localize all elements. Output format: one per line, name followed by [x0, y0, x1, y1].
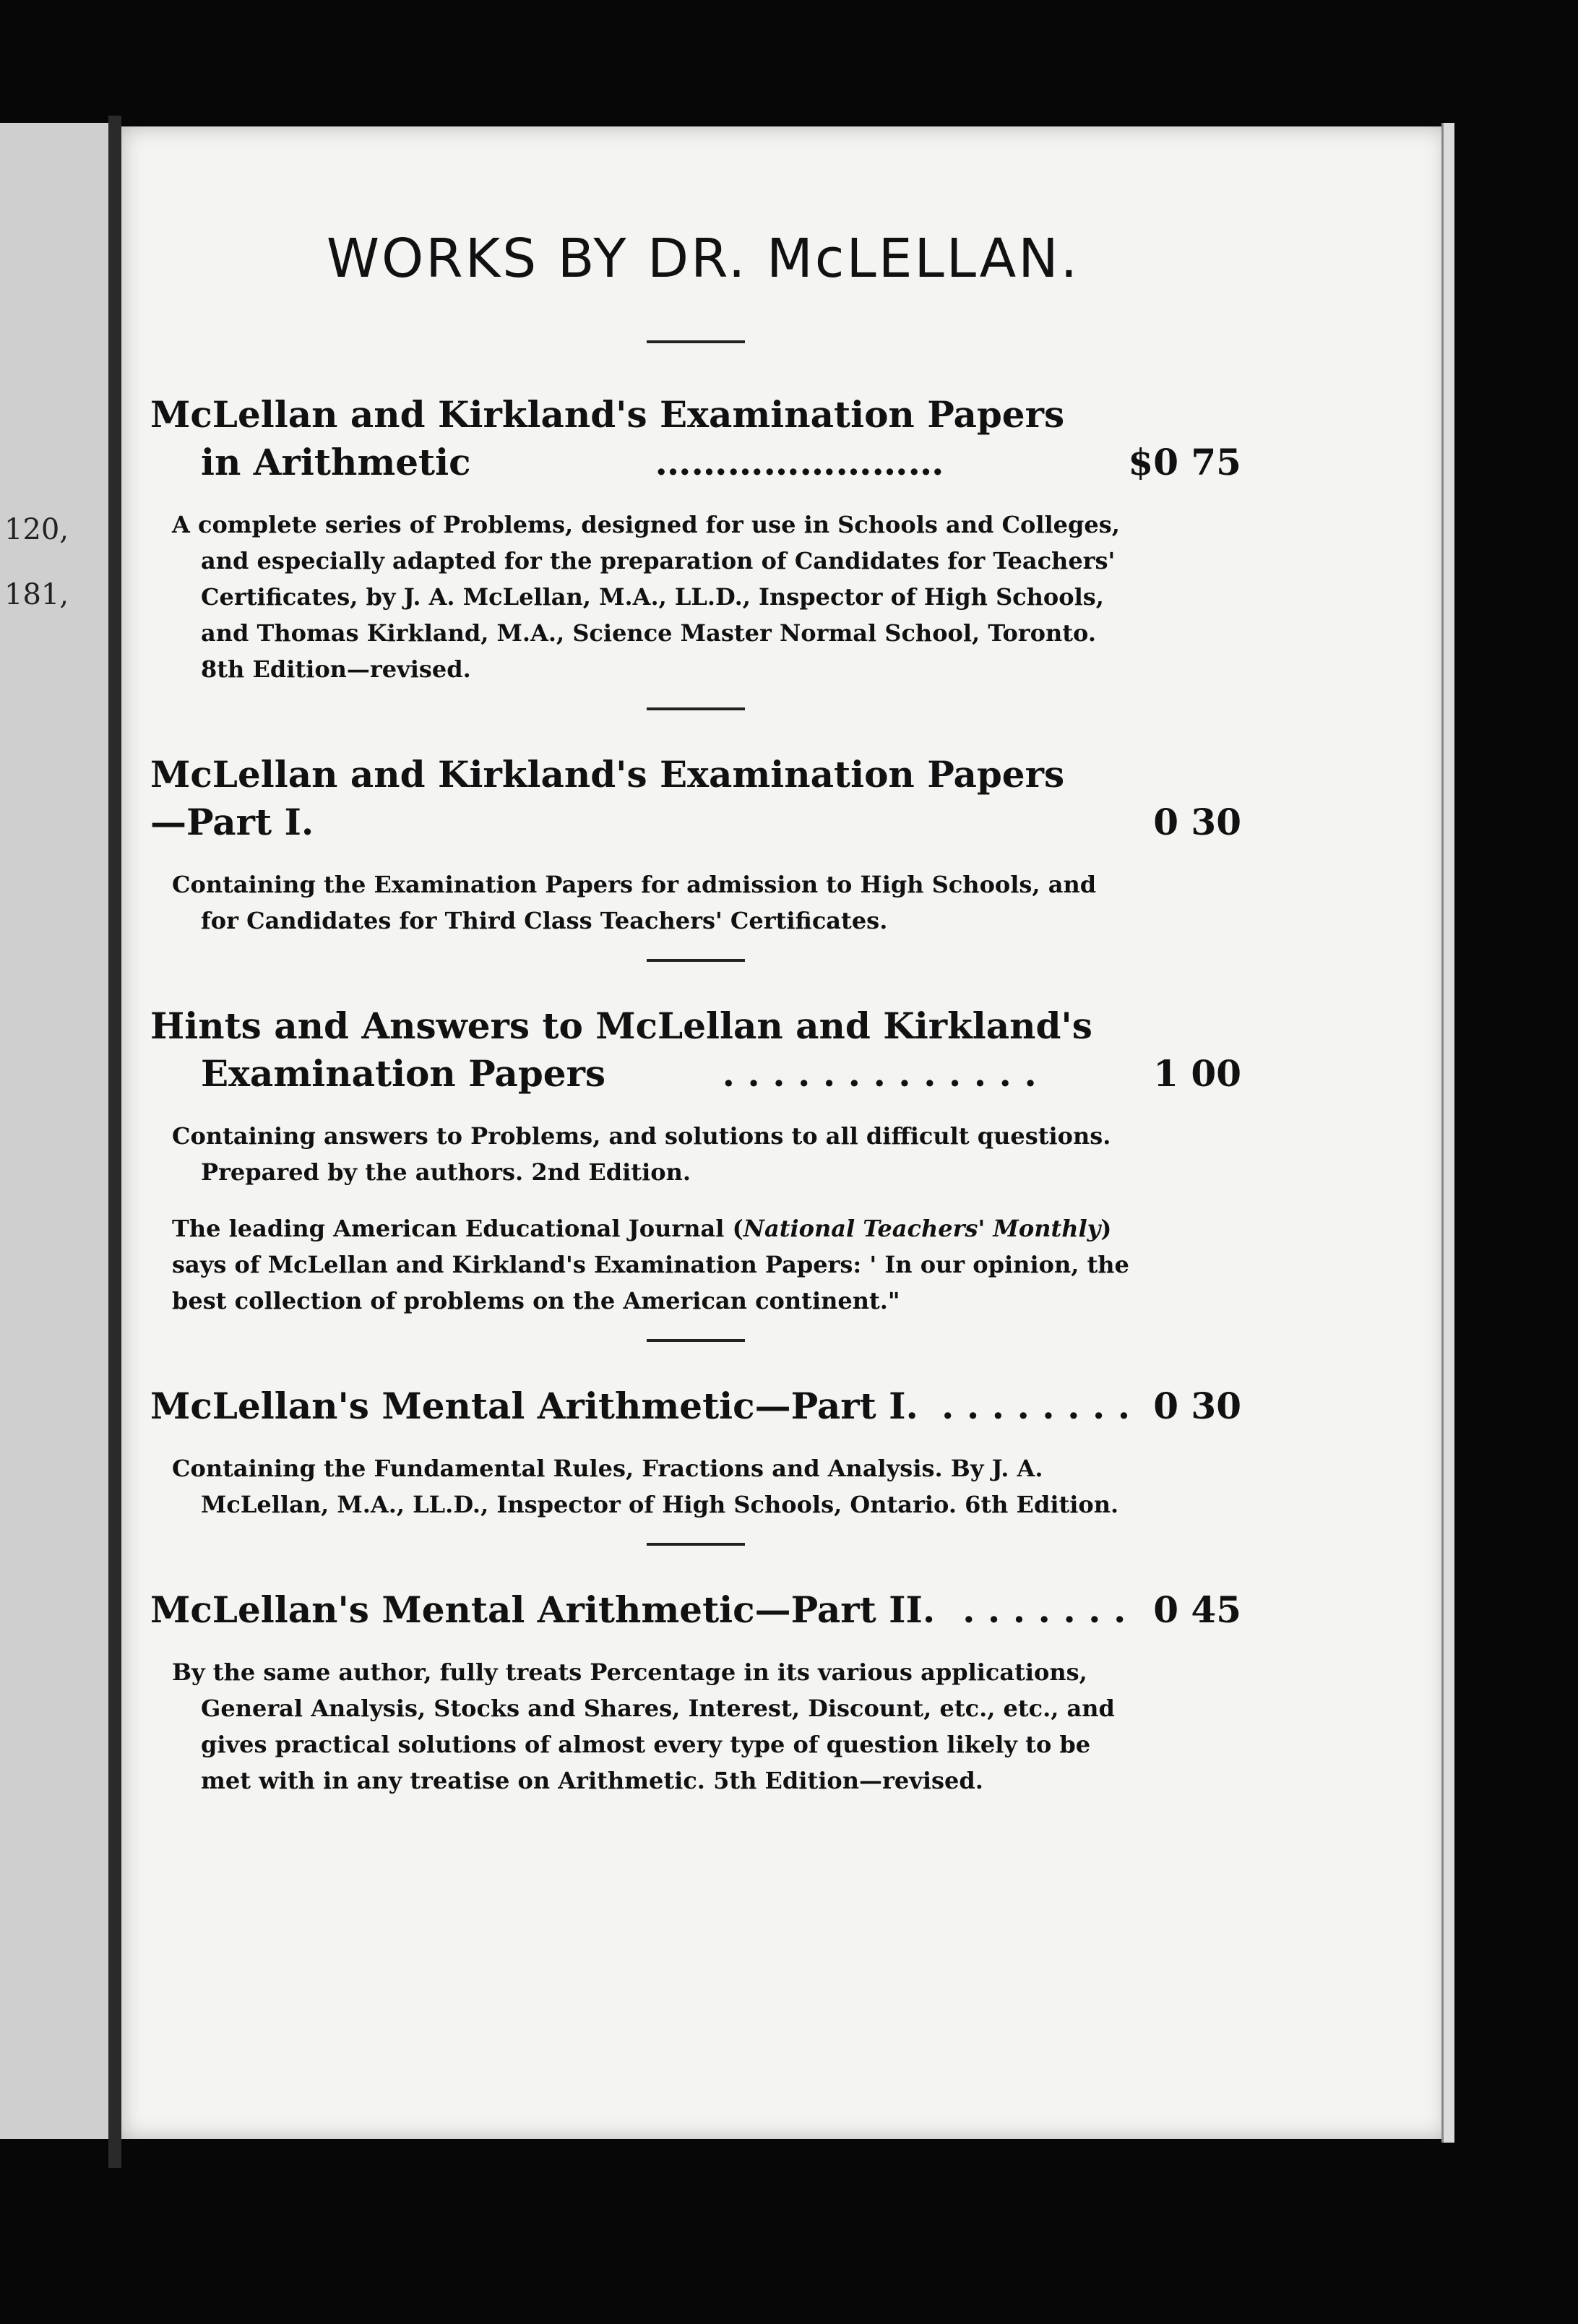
entry-heading [150, 1382, 1241, 1430]
leader-dots: . . . . . . . . . . . . . [722, 1052, 1037, 1095]
entry-heading-line: McLellan's Mental Arithmetic—Part I. [150, 1385, 918, 1427]
entry-description: By the same author, fully treats Percentage in its various applications, General Analysis, Stocks and Shares, Interest, Discount, etc., etc., and gives practical solutions of almost every type of question likely to be met with in any treatise on Arithmetic. 5th Edition—revised. [172, 1658, 1115, 1794]
leader-dots: . . . . . . . [962, 1588, 1126, 1631]
page-edge [1441, 123, 1454, 2143]
entry-heading [150, 751, 1241, 846]
divider [647, 340, 745, 343]
book-entry [150, 1586, 1241, 1799]
entry-heading [150, 391, 1241, 486]
entry-price: 1 00 [1153, 1052, 1241, 1095]
left-page-fragment: 181, [4, 578, 69, 611]
divider [647, 707, 745, 710]
entry-heading-line: McLellan and Kirkland's Examination Papers [150, 753, 1065, 796]
entry-heading [150, 1586, 1241, 1634]
leader-dots: …………………… [655, 441, 944, 483]
entry-heading-line: Examination Papers [201, 1052, 606, 1095]
entry-description: Containing the Fundamental Rules, Fractions and Analysis. By J. A. McLellan, M.A., LL.D., Inspector of High Schools, Ontario. 6th Edition. [172, 1455, 1119, 1518]
book-entry [150, 1382, 1241, 1523]
book-spine [108, 116, 121, 2168]
page-content [150, 228, 1241, 1799]
page-title: WORKS BY DR. McLELLAN. [326, 228, 1080, 290]
entry-heading [150, 1002, 1241, 1098]
entry-price: 0 45 [1153, 1588, 1241, 1631]
entry-description: Containing the Examination Papers for admission to High Schools, and for Candidates for Third Class Teachers' Certificates. [172, 871, 1097, 934]
book-entry [150, 1002, 1241, 1319]
divider [647, 1339, 745, 1342]
entry-heading-line: —Part I. [150, 801, 314, 843]
adjacent-page [0, 123, 108, 2139]
entry-heading-line: Hints and Answers to McLellan and Kirkland's [150, 1004, 1092, 1047]
entry-heading-line: McLellan's Mental Arithmetic—Part II. [150, 1588, 936, 1631]
book-page [121, 126, 1447, 2139]
entry-price: $0 75 [1128, 441, 1241, 483]
entry-heading-line: in Arithmetic [201, 441, 471, 483]
entry-description: Containing answers to Problems, and solutions to all difficult questions. Prepared by the authors. 2nd Edition. The leading American Educational Journal (National Teachers' Monthly) says of McLellan and Kirkland's Examination Papers: ' In our opinion, the best collection of problems on the American continent." [150, 1118, 1241, 1319]
book-entry [150, 751, 1241, 939]
entry-price: 0 30 [1153, 1385, 1241, 1427]
entry-description: A complete series of Problems, designed for use in Schools and Colleges, and especially adapted for the preparation of Candidates for Teachers' Certificates, by J. A. McLellan, M.A., LL.D., Inspector of High Schools, and Thomas Kirkland, M.A., Science Master Normal School, Toronto. 8th Edition—revised. [172, 511, 1120, 683]
divider [647, 1543, 745, 1546]
entry-price: 0 30 [1153, 801, 1241, 843]
book-entry [150, 391, 1241, 687]
divider [647, 959, 745, 962]
journal-quote: The leading American Educational Journal (National Teachers' Monthly) says of McLellan and Kirkland's Examination Papers: ' In our opinion, the best collection of problems on the American continent." [172, 1215, 1129, 1314]
entry-heading-line: McLellan and Kirkland's Examination Papers [150, 393, 1065, 436]
left-page-fragment: 120, [4, 513, 69, 546]
leader-dots: . . . . . . . . [941, 1385, 1131, 1427]
